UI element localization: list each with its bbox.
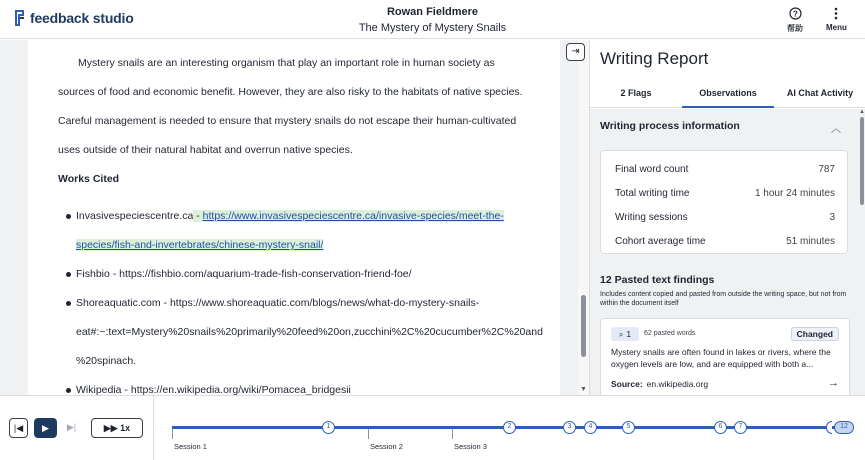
session-tick	[172, 429, 173, 439]
arrow-to-line-icon: ⇥	[571, 46, 580, 57]
paste-marker[interactable]: 2	[503, 421, 516, 434]
help-label: 帮助	[787, 24, 803, 33]
speed-value: 1x	[120, 423, 131, 433]
bullet-icon	[66, 272, 71, 277]
stat-label: Total writing time	[615, 188, 690, 199]
citation-item-continued: eat#:~:text=Mystery%20snails%20primarily%20feed%20on,zucchini%2C%20cucumber%2C%20and	[76, 326, 543, 338]
stat-label: Cohort average time	[615, 236, 706, 247]
stat-row	[615, 164, 835, 175]
paste-marker[interactable]: 3	[563, 421, 576, 434]
pasted-excerpt: Mystery snails are often found in lakes or rivers, where the oxygen levels are low, and are equipped with both a...	[611, 347, 831, 369]
citation-source: Invasivespeciescentre.ca	[76, 210, 194, 222]
paste-marker[interactable]: 5	[622, 421, 635, 434]
session-tick	[452, 429, 453, 439]
feedback-studio-logo[interactable]	[14, 9, 134, 27]
session-label: Session 3	[454, 442, 487, 451]
logo-icon	[14, 9, 26, 27]
session-label: Session 1	[174, 442, 207, 451]
pasted-findings-heading: 12 Pasted text findings	[600, 274, 715, 286]
panel-title: Writing Report	[600, 49, 709, 68]
session-tick	[368, 429, 369, 439]
source-domain: en.wikipedia.org	[646, 379, 709, 389]
document-pane	[0, 40, 589, 395]
stat-row	[615, 188, 835, 199]
paste-marker[interactable]: 7	[734, 421, 747, 434]
stat-value: 3	[829, 212, 835, 223]
process-section-heading[interactable]: Writing process information	[600, 120, 740, 132]
report-tabs	[590, 80, 865, 108]
menu-label: Menu	[826, 23, 847, 32]
status-badge: Changed	[791, 327, 839, 341]
playback-bar	[0, 395, 865, 460]
skip-back-icon: |◀	[13, 423, 24, 433]
play-button[interactable]	[34, 418, 57, 438]
scrollbar-thumb[interactable]	[860, 117, 864, 205]
citation-item: Fishbio - https://fishbio.com/aquarium-trade-fish-conservation-friend-foe/	[76, 268, 412, 280]
panel-scrollbar[interactable]	[858, 109, 865, 395]
stat-label: Final word count	[615, 164, 689, 175]
scroll-down-arrow-icon[interactable]: ▼	[580, 386, 587, 393]
stat-row	[615, 212, 835, 223]
stat-value: 787	[818, 164, 835, 175]
observations-content	[590, 109, 865, 395]
skip-forward-icon: ▶|	[66, 422, 77, 432]
stat-label: Writing sessions	[615, 212, 688, 223]
process-stats-card	[600, 150, 848, 254]
search-icon: ⌕	[618, 330, 624, 339]
paste-marker[interactable]: 6	[714, 421, 727, 434]
help-button[interactable]	[787, 7, 803, 34]
session-label: Session 2	[370, 442, 403, 451]
pasted-highlight-separator: -	[193, 210, 203, 222]
playback-controls	[0, 396, 154, 460]
bullet-icon	[66, 214, 71, 219]
body-text-line: sources of food and economic benefit. However, they are also risky to the habitats of native species.	[58, 86, 523, 98]
document-scrollbar[interactable]	[578, 40, 589, 395]
writing-timeline[interactable]	[154, 396, 865, 460]
play-icon: ▶	[42, 423, 49, 433]
author-name: Rowan Fieldmere	[386, 6, 479, 18]
skip-to-start-button[interactable]	[9, 418, 28, 438]
document-page	[28, 40, 560, 395]
logo-text: feedback studio	[30, 10, 134, 26]
finding-count: 1	[626, 329, 632, 339]
paste-marker[interactable]: 4	[584, 421, 597, 434]
pasted-word-count: 62 pasted words	[644, 330, 696, 337]
works-cited-heading: Works Cited	[58, 173, 120, 185]
stat-value: 1 hour 24 minutes	[754, 188, 835, 199]
paste-marker-cluster[interactable]: 12	[834, 421, 854, 434]
citation-item	[76, 210, 504, 222]
bullet-icon	[66, 388, 71, 393]
paste-marker[interactable]: 1	[322, 421, 335, 434]
citation-link[interactable]: species/fish-and-invertebrates/chinese-mystery-snail/	[76, 239, 324, 251]
tab-observations[interactable]: Observations	[682, 80, 774, 108]
writing-report-panel	[589, 40, 865, 395]
stat-row	[615, 236, 835, 247]
app-header	[0, 0, 865, 39]
citation-item: Shoreaquatic.com - https://www.shoreaquatic.com/blogs/news/what-do-mystery-snails-	[76, 297, 480, 309]
pasted-finding-card[interactable]	[600, 318, 850, 395]
playback-speed-button[interactable]	[91, 418, 143, 438]
citation-item-continued	[76, 239, 323, 251]
scrollbar-thumb[interactable]	[581, 295, 586, 357]
finding-count-pill	[611, 327, 639, 341]
finding-source-row[interactable]	[611, 379, 839, 389]
body-text-line: Mystery snails are an interesting organism that play an important role in human society as	[78, 57, 495, 69]
pasted-findings-description: Includes content copied and pasted from outside the writing space, but not from within the document itself	[600, 291, 847, 307]
tab-ai-chat-activity[interactable]: AI Chat Activity	[786, 88, 854, 98]
stacked-marker[interactable]	[826, 421, 832, 434]
menu-button[interactable]	[826, 7, 847, 32]
skip-to-end-button[interactable]	[62, 418, 81, 438]
source-label: Source:	[611, 379, 643, 389]
kebab-menu-icon	[826, 7, 847, 21]
body-text-line: Careful management is needed to ensure that mystery snails do not escape their human-cultivated	[58, 115, 517, 127]
svg-text:?: ?	[792, 9, 798, 19]
chevron-up-icon[interactable]: ︿	[831, 124, 841, 135]
arrow-right-icon[interactable]: →	[828, 377, 839, 389]
citation-item-continued: %20spinach.	[76, 355, 137, 367]
tab-flags[interactable]: 2 Flags	[620, 88, 652, 98]
fast-forward-icon: ▶▶	[103, 423, 121, 433]
paper-title: The Mystery of Mystery Snails	[358, 22, 507, 34]
stat-value: 51 minutes	[786, 236, 835, 247]
body-text-line: uses outside of their natural habitat and overrun native species.	[58, 144, 353, 156]
citation-item: Wikipedia - https://en.wikipedia.org/wiki/Pomacea_bridgesii	[76, 384, 351, 395]
citation-link[interactable]: https://www.invasivespeciescentre.ca/invasive-species/meet-the-	[202, 210, 504, 222]
bullet-icon	[66, 301, 71, 306]
help-icon	[787, 7, 803, 21]
scroll-up-arrow-icon[interactable]: ▲	[859, 109, 865, 115]
collapse-panel-button[interactable]	[566, 43, 585, 61]
